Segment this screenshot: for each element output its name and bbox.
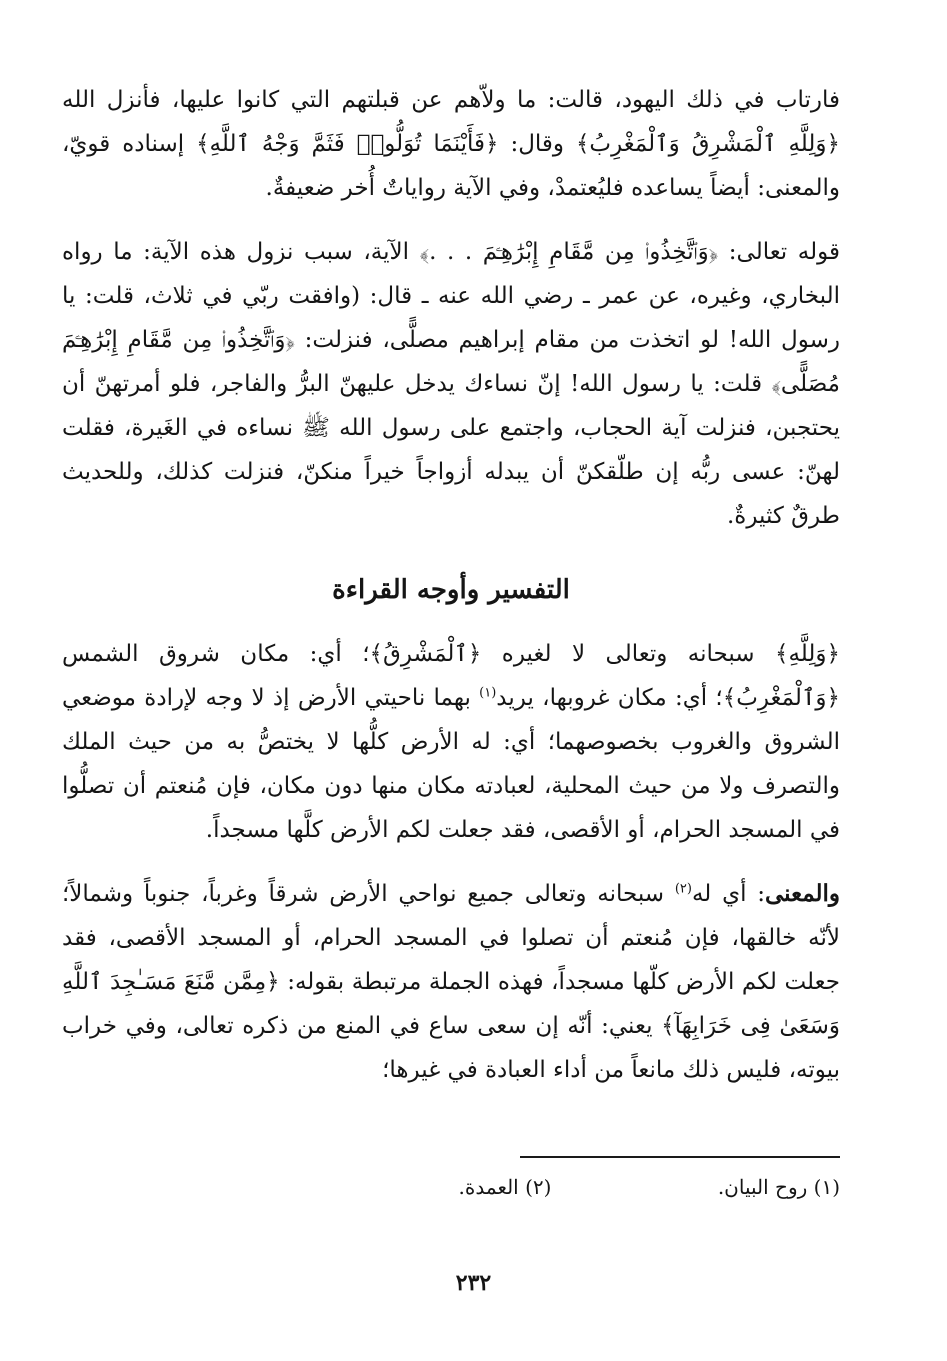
text-run: : أي له: [691, 881, 765, 907]
text-run: سبحانه وتعالى جميع نواحي الأرض شرقاً وغرباً، جنوباً وشمالاً؛ لأنّه خالقها، فإن مُنعتم أن تصلوا في المسجد الحرام، أو المسجد الأقصى، فقد جعلت لكم الأرض كلّها مسجداً، فهذه الجملة مرتبطة بقوله:: [62, 881, 840, 995]
page-body: [62, 78, 840, 1092]
footnote-1: (١) روح البيان.: [717, 1175, 840, 1199]
meaning-label: والمعنى: [764, 880, 840, 907]
quran-citation: ﴿ٱلْمَشْرِقُ﴾: [369, 641, 482, 667]
paragraph-1: فارتاب في ذلك اليهود، قالت: ما ولاّهم عن قبلتهم التي كانوا عليها، فأنزل الله ﴿وَلِلَّهِ ٱلْمَشْرِقُ وَٱلْمَغْرِبُ﴾ وقال: ﴿فَأَيْنَمَا تُوَلُّوا۟ فَثَمَّ وَجْهُ ٱللَّهِ﴾ إسناده قويّ، والمعنى: أيضاً يساعده فليُعتمدْ، وفي الآية رواياتٌ أُخر ضعيفةٌ.: [62, 87, 840, 201]
footnote-divider: [520, 1156, 840, 1158]
text-run: ؛ أي: مكان غروبها، يريد: [496, 685, 723, 711]
tafsir-paragraph-1: [62, 632, 840, 852]
tafsir-paragraph-2: [62, 872, 840, 1092]
quran-citation: ﴿مِمَّن مَّنَعَ مَسَـٰجِدَ ٱللَّهِ وَسَعَىٰ فِى خَرَابِهَآ﴾: [62, 969, 841, 1039]
text-run: يعني: أنّه إن سعى ساع في المنع من ذكره تعالى، وفي خراب بيوته، فليس ذلك مانعاً من أداء العبادة في غيرها؛: [62, 1013, 840, 1083]
footnote-ref-2[interactable]: (٢): [674, 881, 692, 897]
footnotes: [62, 1172, 840, 1202]
section-heading: التفسير وأوجه القراءة: [332, 575, 570, 605]
quran-citation: ﴿وَلِلَّهِ﴾: [774, 641, 840, 667]
footnote-2: (٢) العمدة.: [458, 1175, 552, 1199]
text-run: بهما ناحيتي الأرض إذ لا وجه لإرادة موضعي الشروق والغروب بخصوصهما؛ أي: له الأرض كلُّها لا يختصُّ به من حيث الملك والتصرف ولا من حيث المحلية، لعبادته مكان منها دون مكان، فإن مُنعتم أن تصلُّوا في المسجد الحرام، أو الأقصى، فقد جعلت لكم الأرض كلَّها مسجداً.: [62, 685, 840, 843]
paragraph-2: قوله تعالى: ﴿وَٱتَّخِذُوا۟ مِن مَّقَامِ إِبْرَٰهِـۧمَ . . .﴾ الآية، سبب نزول هذه الآية: ما رواه البخاري، وغيره، عن عمر ـ رضي الله عنه ـ قال: (وافقت ربّي في ثلاث، قلت: يا رسول الله! لو اتخذت من مقام إبراهيم مصلًّى، فنزلت: ﴿وَٱتَّخِذُوا۟ مِن مَّقَامِ إِبْرَٰهِـۧمَ مُصَلًّى﴾ قلت: يا رسول الله! إنّ نساءك يدخل عليهنّ البرُّ والفاجر، فلو أمرتهنّ أن يحتجبن، فنزلت آية الحجاب، واجتمع على رسول الله ﷺ نساءه في الغَيرة، فقلت لهنّ: عسى ربُّه إن طلّقكنّ أن يبدله أزواجاً خيراً منكنّ، فنزلت كذلك، وللحديث طرقٌ كثيرةٌ.: [62, 239, 840, 529]
quran-citation: ﴿وَٱلْمَغْرِبُ﴾: [722, 685, 840, 711]
text-run: سبحانه وتعالى لا لغيره: [481, 641, 775, 667]
page-number: ٢٣٢: [455, 1270, 492, 1296]
footnote-ref-1[interactable]: (١): [479, 685, 497, 701]
text-run: ؛ أي: مكان شروق الشمس: [62, 641, 370, 667]
